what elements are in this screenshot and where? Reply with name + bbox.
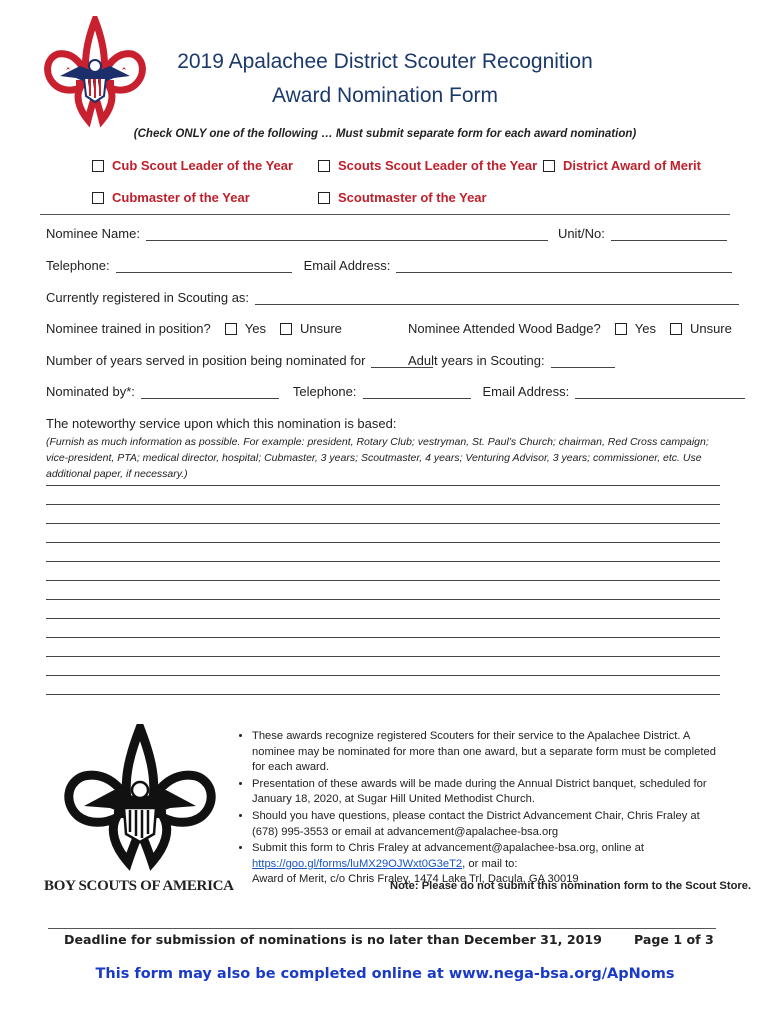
service-heading: The noteworthy service upon which this nomination is based:	[46, 416, 397, 431]
nominated-by-row	[46, 384, 745, 399]
section-divider	[40, 214, 730, 215]
submit-text: Submit this form to Chris Fraley at advancement@apalachee-bsa.org, online at	[252, 842, 644, 855]
unit-no-label: Unit/No:	[557, 226, 605, 241]
email-field[interactable]	[396, 261, 732, 273]
trained-label: Nominee trained in position?	[46, 321, 211, 336]
writing-line[interactable]	[46, 599, 720, 600]
award-option-cub-scout-leader[interactable]	[92, 158, 293, 173]
email-label: Email Address:	[303, 258, 391, 273]
checkbox[interactable]	[92, 160, 104, 172]
checkbox[interactable]	[543, 160, 555, 172]
checkbox[interactable]	[318, 192, 330, 204]
telephone-field[interactable]	[116, 261, 292, 273]
page-number: Page 1 of 3	[634, 932, 714, 947]
telephone-label: Telephone:	[46, 258, 110, 273]
footer-divider	[48, 928, 716, 929]
info-list	[236, 729, 716, 889]
wood-badge-unsure-label: Unsure	[689, 321, 732, 336]
nominated-by-field[interactable]	[141, 387, 279, 399]
trained-yes-label: Yes	[244, 321, 266, 336]
info-bullet-1: • These awards recognize registered Scouters for their service to the Apalachee District. A nominee may be nominated for more than one award, but a separate form must be completed for each award.	[252, 729, 716, 776]
nominated-by-label: Nominated by*:	[46, 384, 135, 399]
form-title-line1: 2019 Apalachee District Scouter Recognition	[177, 50, 593, 73]
award-option-scoutmaster[interactable]	[318, 190, 487, 205]
writing-line[interactable]	[46, 675, 720, 676]
trained-unsure-checkbox[interactable]	[280, 323, 292, 335]
adult-years-field[interactable]	[551, 356, 615, 368]
fleur-de-lis-icon	[50, 724, 230, 874]
trained-unsure-label: Unsure	[300, 321, 342, 336]
award-label: Cub Scout Leader of the Year	[112, 158, 294, 173]
wood-badge-row	[408, 321, 732, 336]
telephone-row	[46, 258, 732, 273]
adult-years-label: Adult years in Scouting:	[408, 353, 545, 368]
years-position-row	[46, 353, 433, 368]
award-option-scouts-scout-leader[interactable]	[318, 158, 537, 173]
telephone2-label: Telephone:	[292, 384, 357, 399]
registered-row	[46, 290, 739, 305]
wood-badge-yes-label: Yes	[634, 321, 656, 336]
writing-line[interactable]	[46, 618, 720, 619]
online-form-link[interactable]: https://goo.gl/forms/luMX29OJWxt0G3eT2	[252, 857, 463, 870]
bsa-black-logo	[50, 724, 230, 874]
bsa-color-logo	[40, 16, 150, 136]
wood-badge-unsure-checkbox[interactable]	[670, 323, 682, 335]
trained-yes-checkbox[interactable]	[225, 323, 237, 335]
award-label: Scouts Scout Leader of the Year	[338, 158, 538, 173]
email2-label: Email Address:	[482, 384, 570, 399]
registered-field[interactable]	[255, 293, 739, 305]
years-position-label: Number of years served in position being nominated for	[46, 353, 366, 368]
award-option-district-award-of-merit[interactable]	[543, 158, 701, 173]
nominee-name-row	[46, 226, 727, 241]
adult-years-row	[408, 353, 615, 368]
service-instructions: (Furnish as much information as possible. For example: president, Rotary Club; vestryman, St. Paul’s Church; chairman, Red Cross campaign; vice-president, PTA; medical director, hospital; Cubmaster, 3 years; Scoutmaster, 4 years; Venturing Advisor, 3 years; commissioner, etc. Use additional paper, if necessary.)	[46, 436, 709, 480]
wood-badge-label: Nominee Attended Wood Badge?	[408, 321, 601, 336]
writing-line[interactable]	[46, 694, 720, 695]
checkbox[interactable]	[92, 192, 104, 204]
mail-text: , or mail to:	[462, 857, 518, 870]
writing-line[interactable]	[46, 561, 720, 562]
form-title-line2: Award Nomination Form	[271, 84, 499, 107]
registered-label: Currently registered in Scouting as:	[46, 290, 250, 305]
nominee-name-field[interactable]	[146, 229, 548, 241]
nominee-name-label: Nominee Name:	[46, 226, 140, 241]
telephone2-field[interactable]	[363, 387, 471, 399]
bsa-wordmark: BOY SCOUTS OF AMERICA	[44, 878, 234, 894]
online-completion-note: This form may also be completed online at www.nega-bsa.org/ApNoms	[95, 966, 675, 982]
checkbox[interactable]	[318, 160, 330, 172]
writing-line[interactable]	[46, 637, 720, 638]
award-label: Cubmaster of the Year	[112, 190, 250, 205]
award-option-cubmaster[interactable]	[92, 190, 250, 205]
wood-badge-yes-checkbox[interactable]	[615, 323, 627, 335]
unit-no-field[interactable]	[611, 229, 727, 241]
writing-line[interactable]	[46, 542, 720, 543]
writing-line[interactable]	[46, 504, 720, 505]
scout-store-note: Note: Please do not submit this nomination form to the Scout Store.	[390, 880, 752, 892]
info-bullet-2: • Presentation of these awards will be made during the Annual District banquet, scheduled for January 18, 2020, at Sugar Hill United Methodist Church.	[252, 777, 716, 808]
award-label: District Award of Merit	[563, 158, 701, 173]
writing-line[interactable]	[46, 523, 720, 524]
mail-address: Award of Merit, c/o Chris Fraley, 1474 Lake Trl, Dacula, GA 30019	[252, 873, 579, 886]
fleur-de-lis-icon	[40, 16, 150, 136]
writing-line[interactable]	[46, 485, 720, 486]
award-instruction: (Check ONLY one of the following … Must submit separate form for each award nomination)	[133, 128, 637, 140]
trained-row	[46, 321, 342, 336]
email2-field[interactable]	[575, 387, 745, 399]
writing-line[interactable]	[46, 656, 720, 657]
deadline-text: Deadline for submission of nominations is no later than December 31, 2019	[64, 932, 602, 947]
info-bullet-3: • Should you have questions, please contact the District Advancement Chair, Chris Fraley at (678) 995-3553 or email at advancement@apalachee-bsa.org	[252, 809, 716, 840]
writing-line[interactable]	[46, 580, 720, 581]
award-label: Scoutmaster of the Year	[338, 190, 487, 205]
